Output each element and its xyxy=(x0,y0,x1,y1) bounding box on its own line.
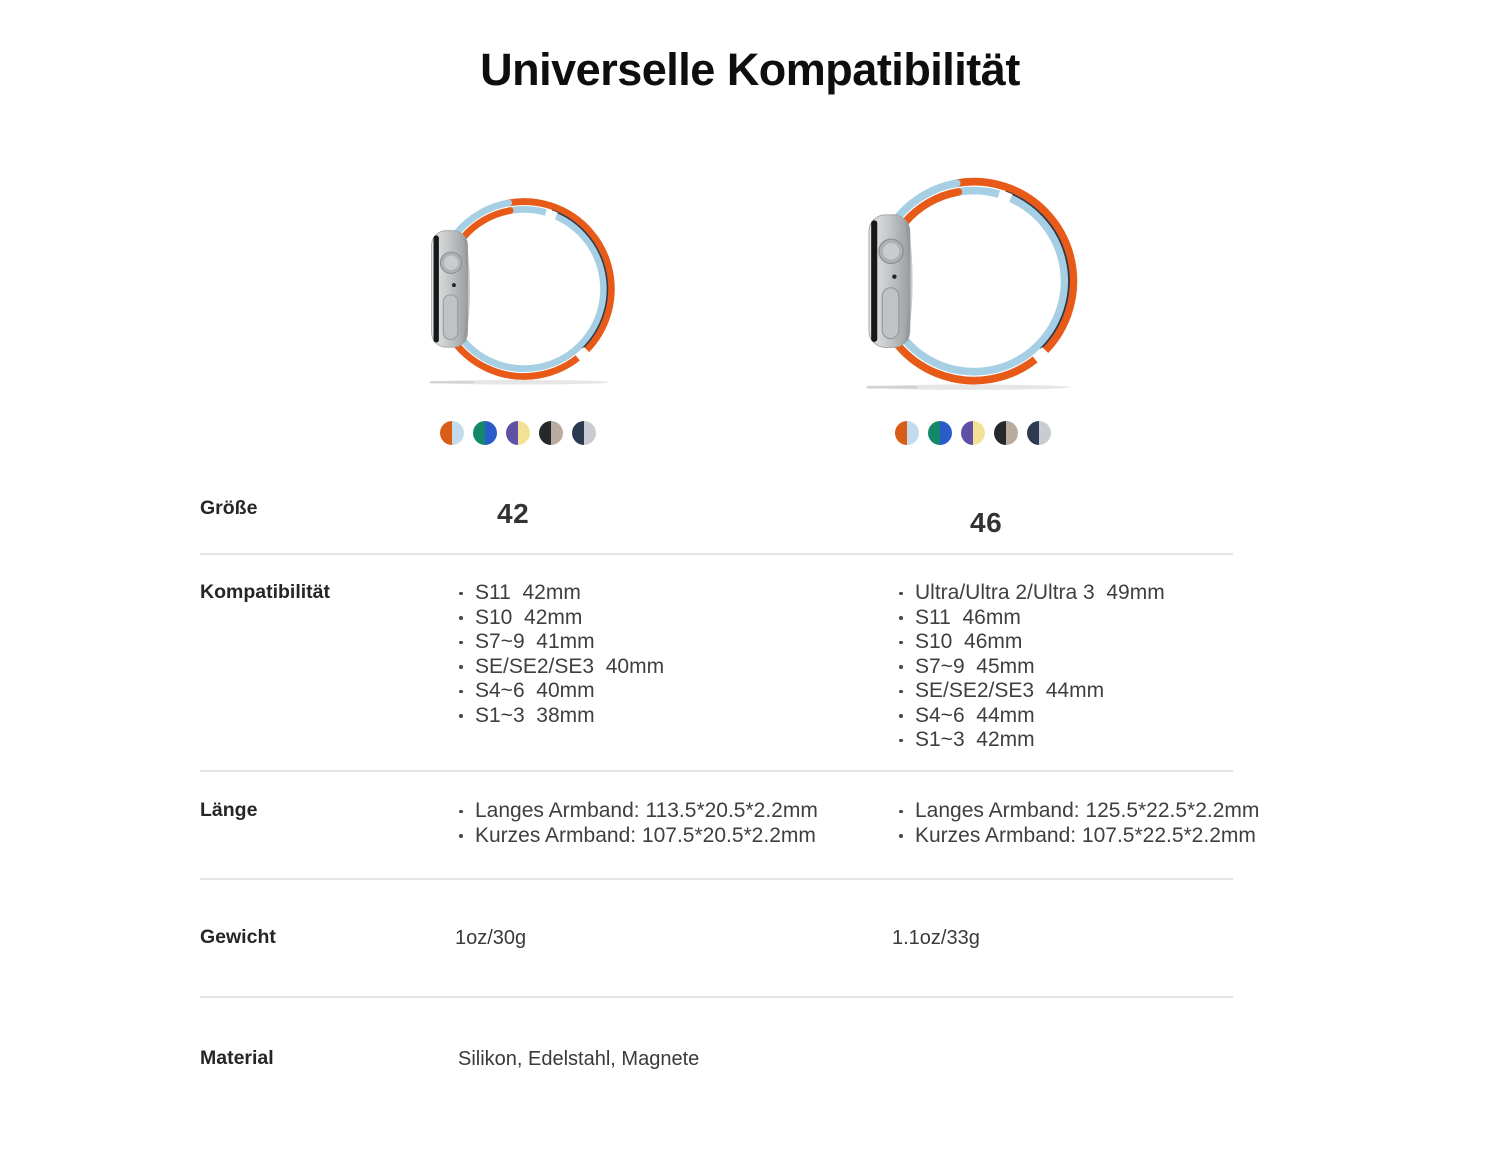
color-swatch-black-taupe[interactable] xyxy=(539,421,563,445)
color-swatches-42 xyxy=(440,421,596,445)
list-item: SE/SE2/SE3 44mm xyxy=(898,679,1165,704)
color-swatch-black-taupe[interactable] xyxy=(994,421,1018,445)
row-divider xyxy=(200,770,1233,772)
color-swatch-green-blue[interactable] xyxy=(473,421,497,445)
row-divider xyxy=(200,878,1233,880)
watch-side-view-42-image xyxy=(414,186,626,390)
watch-side-view-46-image xyxy=(849,164,1090,396)
color-swatch-green-blue[interactable] xyxy=(928,421,952,445)
row-label-length: Länge xyxy=(200,799,258,821)
list-item: S4~6 44mm xyxy=(898,704,1165,729)
page-title: Universelle Kompatibilität xyxy=(480,44,1020,95)
weight-value-42: 1oz/30g xyxy=(455,927,527,949)
color-swatch-navy-gray[interactable] xyxy=(1027,421,1051,445)
list-item: S10 46mm xyxy=(898,630,1165,655)
compatibility-list-46 xyxy=(898,581,1165,753)
list-item: SE/SE2/SE3 40mm xyxy=(458,655,664,680)
list-item: Kurzes Armband: 107.5*22.5*2.2mm xyxy=(898,824,1259,849)
list-item: S7~9 45mm xyxy=(898,655,1165,680)
row-label-weight: Gewicht xyxy=(200,926,276,948)
size-value-42: 42 xyxy=(497,498,530,529)
list-item: Kurzes Armband: 107.5*20.5*2.2mm xyxy=(458,824,818,849)
list-item: S11 46mm xyxy=(898,606,1165,631)
row-divider xyxy=(200,553,1233,555)
color-swatch-purple-yellow[interactable] xyxy=(506,421,530,445)
color-swatch-orange-blue[interactable] xyxy=(440,421,464,445)
list-item: Ultra/Ultra 2/Ultra 3 49mm xyxy=(898,581,1165,606)
list-item: Langes Armband: 113.5*20.5*2.2mm xyxy=(458,799,818,824)
list-item: Langes Armband: 125.5*22.5*2.2mm xyxy=(898,799,1259,824)
color-swatch-purple-yellow[interactable] xyxy=(961,421,985,445)
list-item: S4~6 40mm xyxy=(458,679,664,704)
row-label-size: Größe xyxy=(200,497,258,519)
color-swatch-orange-blue[interactable] xyxy=(895,421,919,445)
compatibility-list-42 xyxy=(458,581,664,728)
list-item: S11 42mm xyxy=(458,581,664,606)
color-swatches-46 xyxy=(895,421,1051,445)
list-item: S1~3 38mm xyxy=(458,704,664,729)
length-list-42 xyxy=(458,799,818,848)
length-list-46 xyxy=(898,799,1259,848)
material-value: Silikon, Edelstahl, Magnete xyxy=(458,1048,700,1070)
list-item: S1~3 42mm xyxy=(898,728,1165,753)
color-swatch-navy-gray[interactable] xyxy=(572,421,596,445)
row-label-compatibility: Kompatibilität xyxy=(200,581,330,603)
weight-value-46: 1.1oz/33g xyxy=(892,927,980,949)
row-divider xyxy=(200,996,1233,998)
list-item: S7~9 41mm xyxy=(458,630,664,655)
list-item: S10 42mm xyxy=(458,606,664,631)
row-label-material: Material xyxy=(200,1047,274,1069)
size-value-46: 46 xyxy=(970,507,1003,538)
